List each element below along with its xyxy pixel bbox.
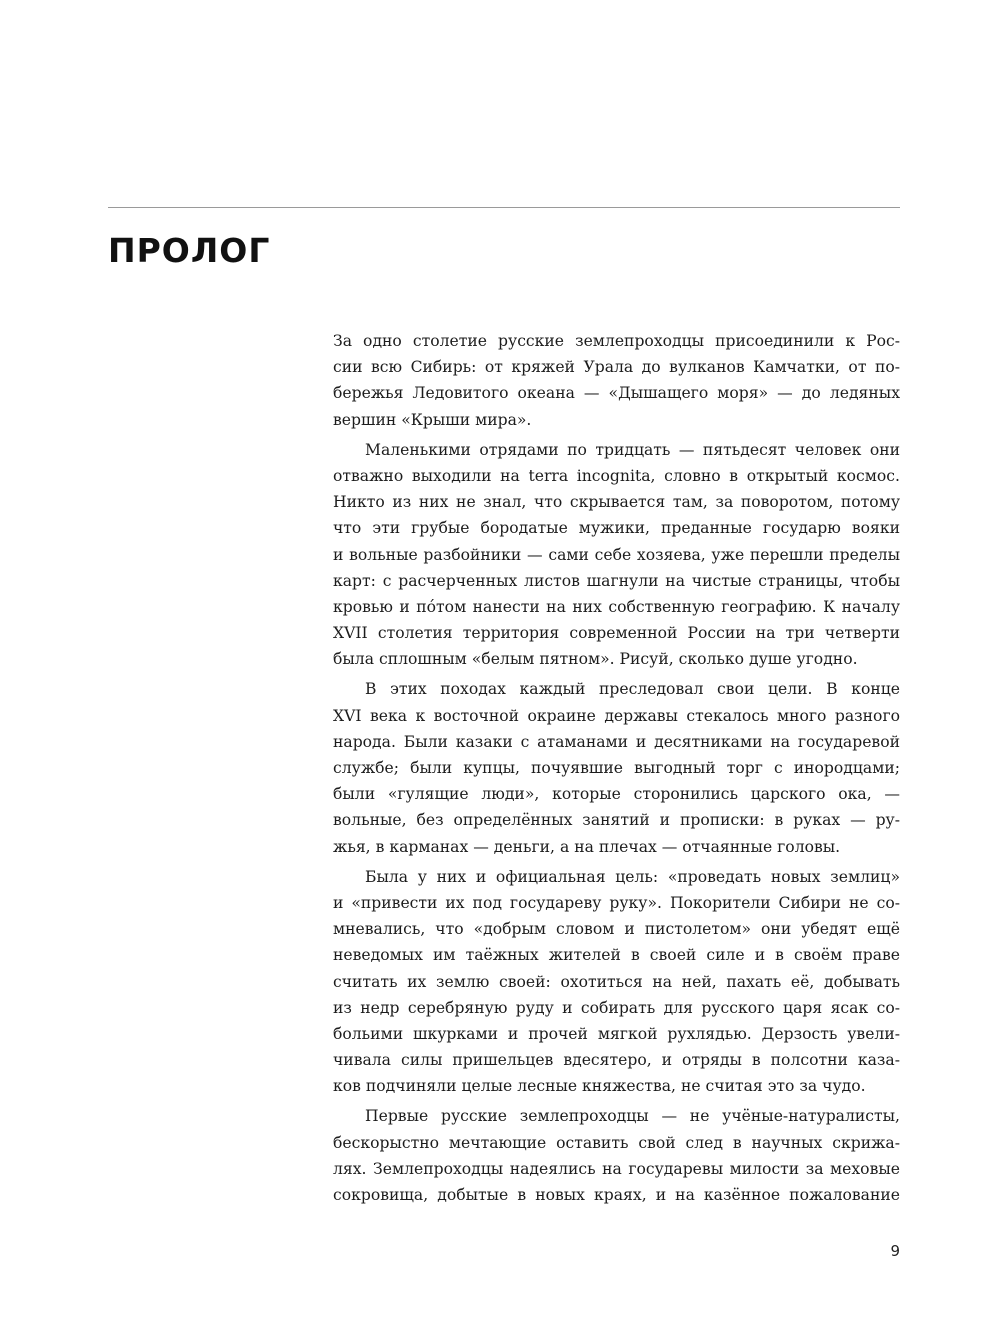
paragraph-2: [333, 437, 900, 673]
text-line: лях. Землепроходцы надеялись на государевы милости за меховые: [333, 1159, 900, 1178]
text-line: службе; были купцы, почуявшие выгодный торг с инородцами;: [333, 759, 900, 777]
paragraph-1: [333, 328, 900, 433]
text-line: За одно столетие русские землепроходцы присоединили к Рос-: [333, 332, 900, 350]
paragraph-4: [333, 864, 900, 1100]
text-line: неведомых им таёжных жителей в своей силе и в своём праве: [333, 946, 900, 965]
text-line: бескорыстно мечтающие оставить свой след в научных скрижа-: [333, 1133, 900, 1152]
text-line: Была у них и официальная цель: «проведать новых землиц»: [365, 867, 900, 886]
text-line: из недр серебряную руду и собирать для русского царя ясак со-: [333, 998, 900, 1017]
text-line: сии всю Сибирь: от кряжей Урала до вулканов Камчатки, от по-: [333, 358, 900, 377]
paragraph-3: [333, 676, 900, 859]
body-text: [333, 328, 900, 1212]
text-line: Маленькими отрядами по тридцать — пятьдесят человек они: [365, 440, 900, 459]
text-line: сокровища, добытые в новых краях, и на казённое пожалование: [333, 1186, 900, 1204]
text-line: чивала силы пришельцев вдесятеро, и отряды в полсотни каза-: [333, 1051, 900, 1070]
text-line: народа. Были казаки с атаманами и десятниками на государевой: [333, 732, 900, 751]
text-line: Никто из них не знал, что скрывается там, за поворотом, потому: [333, 493, 900, 512]
text-line: вольные, без определённых занятий и прописки: в руках — ру-: [333, 811, 900, 830]
text-line: больими шкурками и прочей мягкой рухлядью. Дерзость увели-: [333, 1024, 900, 1043]
text-line: жья, в карманах — деньги, а на плечах — отчаянные головы.: [333, 837, 841, 856]
text-line: ков подчиняли целые лесные княжества, не считая это за чудо.: [333, 1077, 866, 1096]
header-rule: [108, 207, 900, 208]
text-line: карт: с расчерченных листов шагнули на чистые страницы, чтобы: [333, 571, 900, 590]
text-line: бережья Ледовитого океана — «Дышащего моря» — до ледяных: [333, 384, 900, 403]
text-line: В этих походах каждый преследовал свои цели. В конце: [365, 680, 900, 699]
text-line: вершин «Крыши мира».: [333, 410, 532, 429]
text-line: мневались, что «добрым словом и пистолетом» они убедят ещё: [333, 920, 900, 939]
text-line: что эти грубые бородатые мужики, преданные государю вояки: [333, 519, 900, 538]
text-line: отважно выходили на terra incognita, словно в открытый космос.: [333, 466, 900, 485]
text-line: были «гулящие люди», которые сторонились царского ока, —: [333, 785, 900, 804]
text-line: XVI века к восточной окраине державы стекалось много разного: [333, 706, 900, 725]
paragraph-5: [333, 1103, 900, 1208]
text-line: XVII столетия территория современной России на три четверти: [333, 624, 900, 643]
text-line: считать их землю своей: охотиться на ней, пахать её, добывать: [333, 972, 900, 991]
text-line: кровью и пóтом нанести на них собственную географию. К началу: [333, 597, 900, 616]
text-line: и «привести их под государеву руку». Покорители Сибири не со-: [333, 893, 900, 912]
text-line: и вольные разбойники — сами себе хозяева, уже перешли пределы: [333, 545, 900, 564]
text-line: Первые русские землепроходцы — не учёные-натуралисты,: [365, 1107, 900, 1126]
text-line: была сплошным «белым пятном». Рисуй, сколько душе угодно.: [333, 650, 858, 669]
chapter-title: ПРОЛОГ: [108, 231, 271, 270]
page-number: 9: [890, 1242, 900, 1260]
